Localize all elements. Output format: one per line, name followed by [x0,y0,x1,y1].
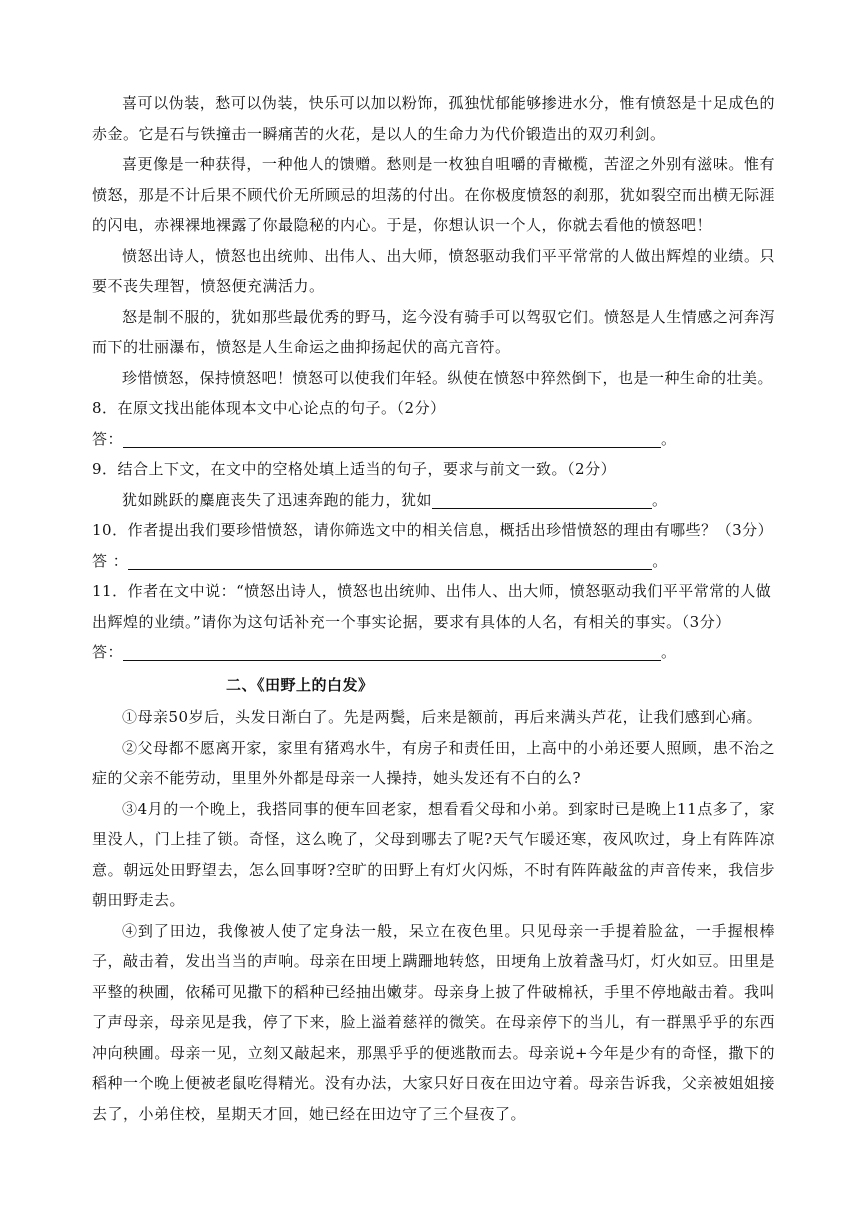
answer-prefix: 答 ： [92,551,129,570]
question-10: 10．作者提出我们要珍惜愤怒，请你筛选文中的相关信息，概括出珍惜愤怒的理由有哪些？（3分） [92,521,774,539]
story-paragraph-4: ④到了田边，我像被人使了定身法一般，呆立在夜色里。只见母亲一手提着脸盆，一手握根棒子，敲击着，发出当当的声响。母亲在田埂上蹒跚地转悠，田埂角上放着盏马灯，灯火如豆。田里是平整的秧圃，依稀可见撒下的稻种已经抽出嫩芽。母亲身上披了件破棉袄，手里不停地敲击着。我叫了声母亲，母亲见是我，停了下来，脸上溢着慈祥的微笑。在母亲停下的当儿，有一群黑乎乎的东西冲向秧圃。母亲一见，立刻又敲起来，那黑乎乎的便逃散而去。母亲说+今年是少有的奇怪，撒下的稻种一个晚上便被老鼠吃得精光。没有办法，大家只好日夜在田边守着。母亲告诉我，父亲被姐姐接去了，小弟住校，星期天才回，她已经在田边守了三个昼夜了。 [92,921,775,1123]
answer-end: 。 [652,551,668,570]
answer-line-9 [92,485,775,516]
passage-paragraph-5: 珍惜愤怒，保持愤怒吧！愤怒可以使我们年轻。纵使在愤怒中猝然倒下，也是一种生命的壮美。 [122,368,774,387]
answer-prefix: 答： [92,643,124,661]
passage-paragraph-3: 愤怒出诗人，愤怒也出统帅、出伟人、出大师，愤怒驱动我们平平常常的人做出辉煌的业绩。只要不丧失理智，愤怒便充满活力。 [92,246,775,295]
question-9: 9．结合上下文，在文中的空格处填上适当的句子，要求与前文一致。（2分） [92,460,617,478]
passage-paragraph-2: 喜更像是一种获得，一种他人的馈赠。愁则是一枚独自咀嚼的青橄榄，苦涩之外别有滋味。惟有愤怒，那是不计后果不顾代价无所顾忌的坦荡的付出。在你极度愤怒的刹那，犹如裂空而出横无际涯的闪电，赤裸裸地裸露了你最隐秘的内心。于是，你想认识一个人，你就去看他的愤怒吧！ [92,155,775,234]
passage-paragraph-4: 怒是制不服的，犹如那些最优秀的野马，迄今没有骑手可以驾驭它们。愤怒是人生情感之河奔泻而下的壮丽瀑布，愤怒是人生命运之曲抑扬起伏的高亢音符。 [92,307,775,356]
section-title: 二、《田野上的白发》 [226,675,374,694]
answer-prefix: 犹如跳跃的麋鹿丧失了迅速奔跑的能力，犹如 [122,490,433,509]
answer-blank-9[interactable] [432,490,652,509]
story-paragraph-2: ②父母都不愿离开家，家里有猪鸡水牛，有房子和责任田，上高中的小弟还要人照顾，患不治之症的父亲不能劳动，里里外外都是母亲一人操持，她头发还有不白的么? [92,738,775,787]
answer-line-11 [92,637,775,668]
question-8: 8．在原文找出能体现本文中心论点的句子。（2分） [92,399,446,417]
answer-end: 。 [652,490,668,509]
document-content [92,88,775,1129]
answer-prefix: 答： [92,429,124,448]
answer-blank-11[interactable] [123,642,661,661]
answer-end: 。 [661,643,677,661]
answer-blank-8[interactable] [123,429,661,448]
answer-blank-10[interactable] [128,551,652,570]
question-11: 11．作者在文中说：“愤怒出诗人，愤怒也出统帅、出伟人、出大师，愤怒驱动我们平平常常的人做出辉煌的业绩。”请你为这句话补充一个事实论据，要求有具体的人名，有相关的事实。（3分） [92,582,772,631]
story-paragraph-1: ①母亲50岁后，头发日渐白了。先是两鬓，后来是额前，再后来满头芦花，让我们感到心痛。 [122,708,763,726]
passage-paragraph-1: 喜可以伪装，愁可以伪装，快乐可以加以粉饰，孤独忧郁能够掺进水分，惟有愤怒是十足成色的赤金。它是石与铁撞击一瞬痛苦的火花，是以人的生命力为代价锻造出的双刃利剑。 [92,94,775,143]
answer-line-10 [92,546,775,577]
answer-line-8 [92,424,775,455]
story-paragraph-3: ③4月的一个晚上，我搭同事的便车回老家，想看看父母和小弟。到家时已是晚上11点多了，家里没人，门上挂了锁。奇怪，这么晚了，父母到哪去了呢?天气乍暖还寒，夜风吹过，身上有阵阵凉意。朝远处田野望去，怎么回事呀?空旷的田野上有灯火闪烁，不时有阵阵敲盆的声音传来，我信步朝田野走去。 [92,799,775,909]
answer-end: 。 [661,429,677,448]
